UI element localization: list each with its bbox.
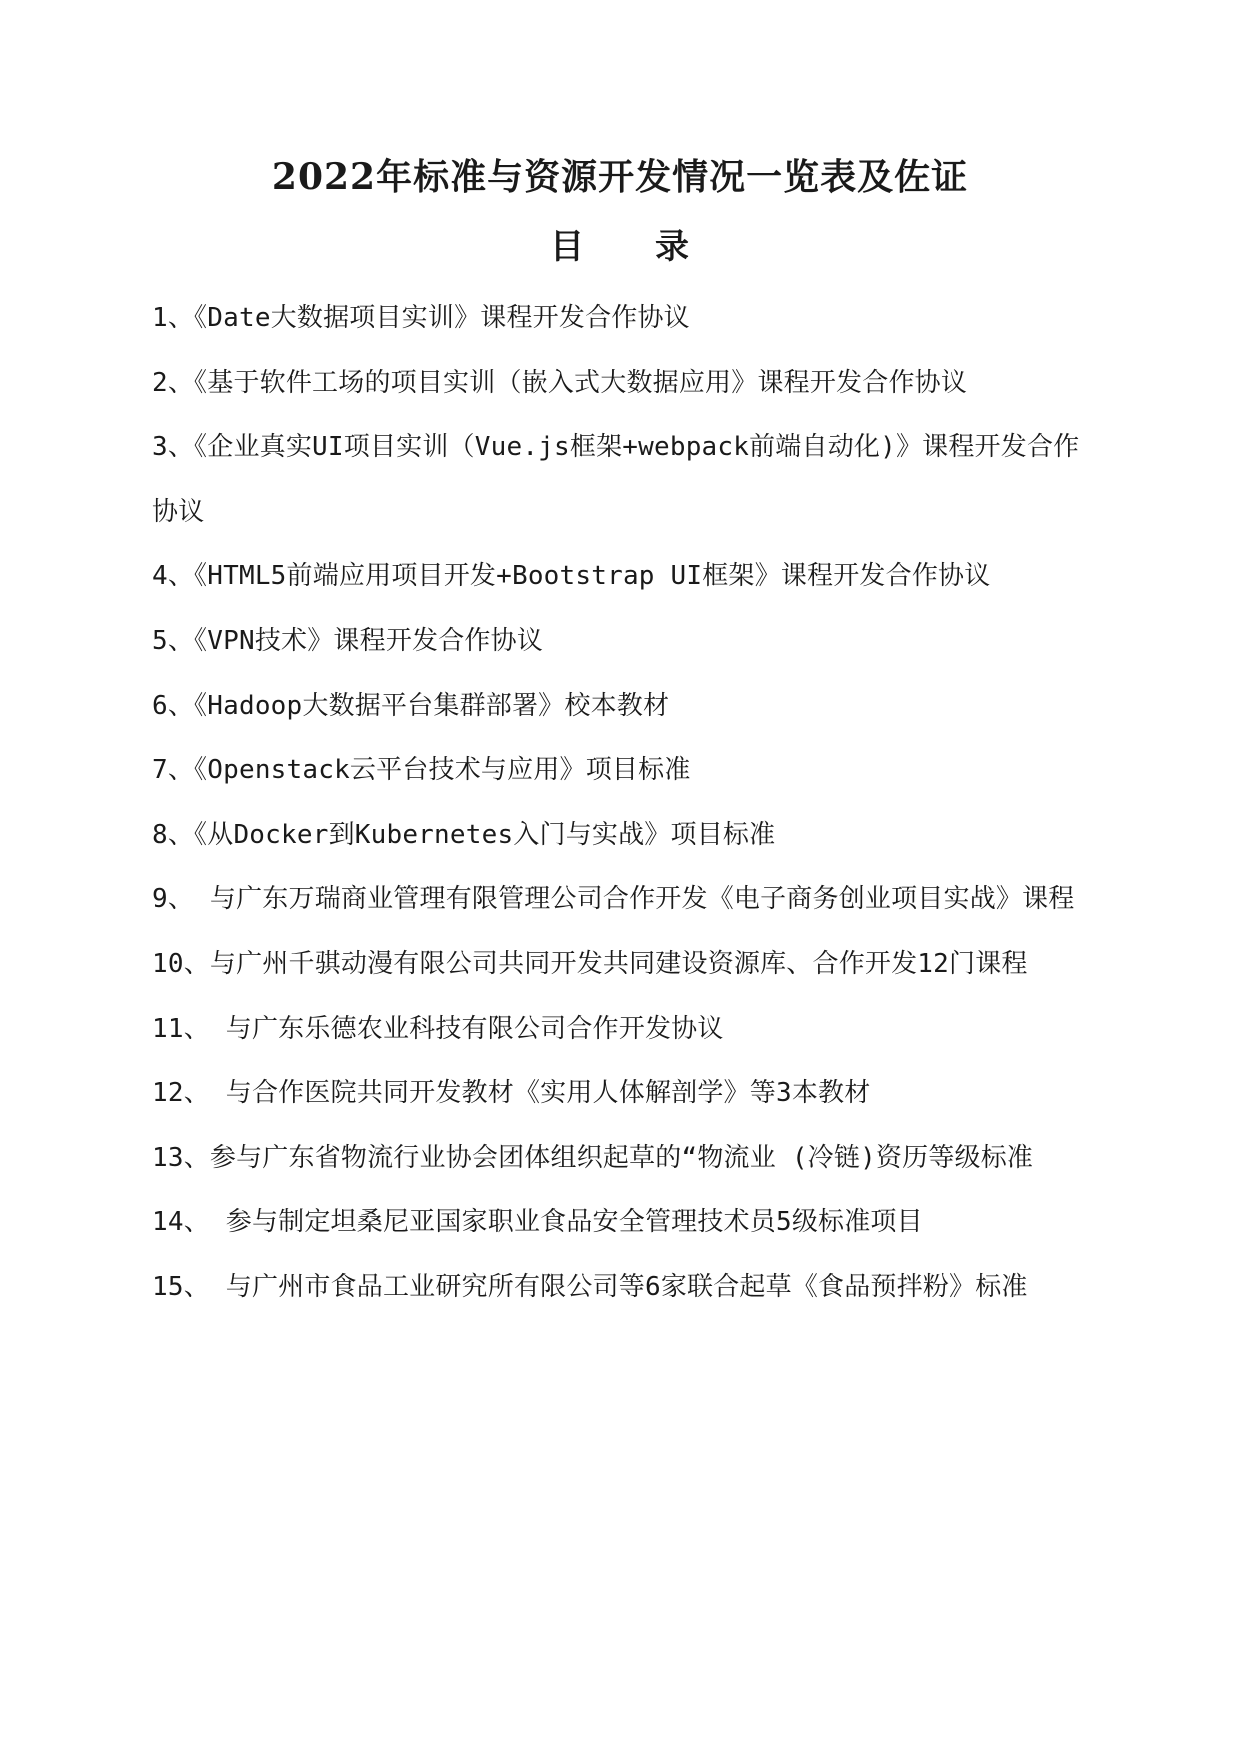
toc-item-12: 12、 与合作医院共同开发教材《实用人体解剖学》等3本教材	[152, 1078, 871, 1109]
toc-item-2: 2、《基于软件工场的项目实训（嵌入式大数据应用》课程开发合作协议	[152, 367, 968, 398]
toc-item-13: 13、参与广东省物流行业协会团体组织起草的“物流业 (冷链)资历等级标准	[152, 1142, 1034, 1173]
toc-item-7: 7、《Openstack云平台技术与应用》项目标准	[152, 755, 691, 786]
toc-item-15: 15、 与广州市食品工业研究所有限公司等6家联合起草《食品预拌粉》标准	[152, 1271, 1028, 1302]
toc-item-1: 1、《Date大数据项目实训》课程开发合作协议	[152, 303, 690, 333]
document-title: 2022年标准与资源开发情况一览表及佐证	[271, 156, 969, 198]
toc-item-9: 9、 与广东万瑞商业管理有限管理公司合作开发《电子商务创业项目实战》课程	[152, 884, 1075, 915]
toc-heading: 目 录	[550, 227, 690, 267]
toc-item-8: 8、《从Docker到Kubernetes入门与实战》项目标准	[152, 819, 776, 850]
table-of-contents	[152, 286, 1092, 1320]
toc-item-11: 11、 与广东乐德农业科技有限公司合作开发协议	[152, 1013, 724, 1044]
toc-item-3: 3、《企业真实UI项目实训（Vue.js框架+webpack前端自动化)》课程开发合作协议	[152, 432, 1080, 527]
toc-item-6: 6、《Hadoop大数据平台集群部署》校本教材	[152, 690, 670, 721]
toc-item-10: 10、与广州千骐动漫有限公司共同开发共同建设资源库、合作开发12门课程	[152, 948, 1028, 979]
toc-item-4: 4、《HTML5前端应用项目开发+Bootstrap UI框架》课程开发合作协议	[152, 561, 991, 592]
toc-item-14: 14、 参与制定坦桑尼亚国家职业食品安全管理技术员5级标准项目	[152, 1207, 923, 1238]
toc-item-5: 5、《VPN技术》课程开发合作协议	[152, 625, 544, 656]
